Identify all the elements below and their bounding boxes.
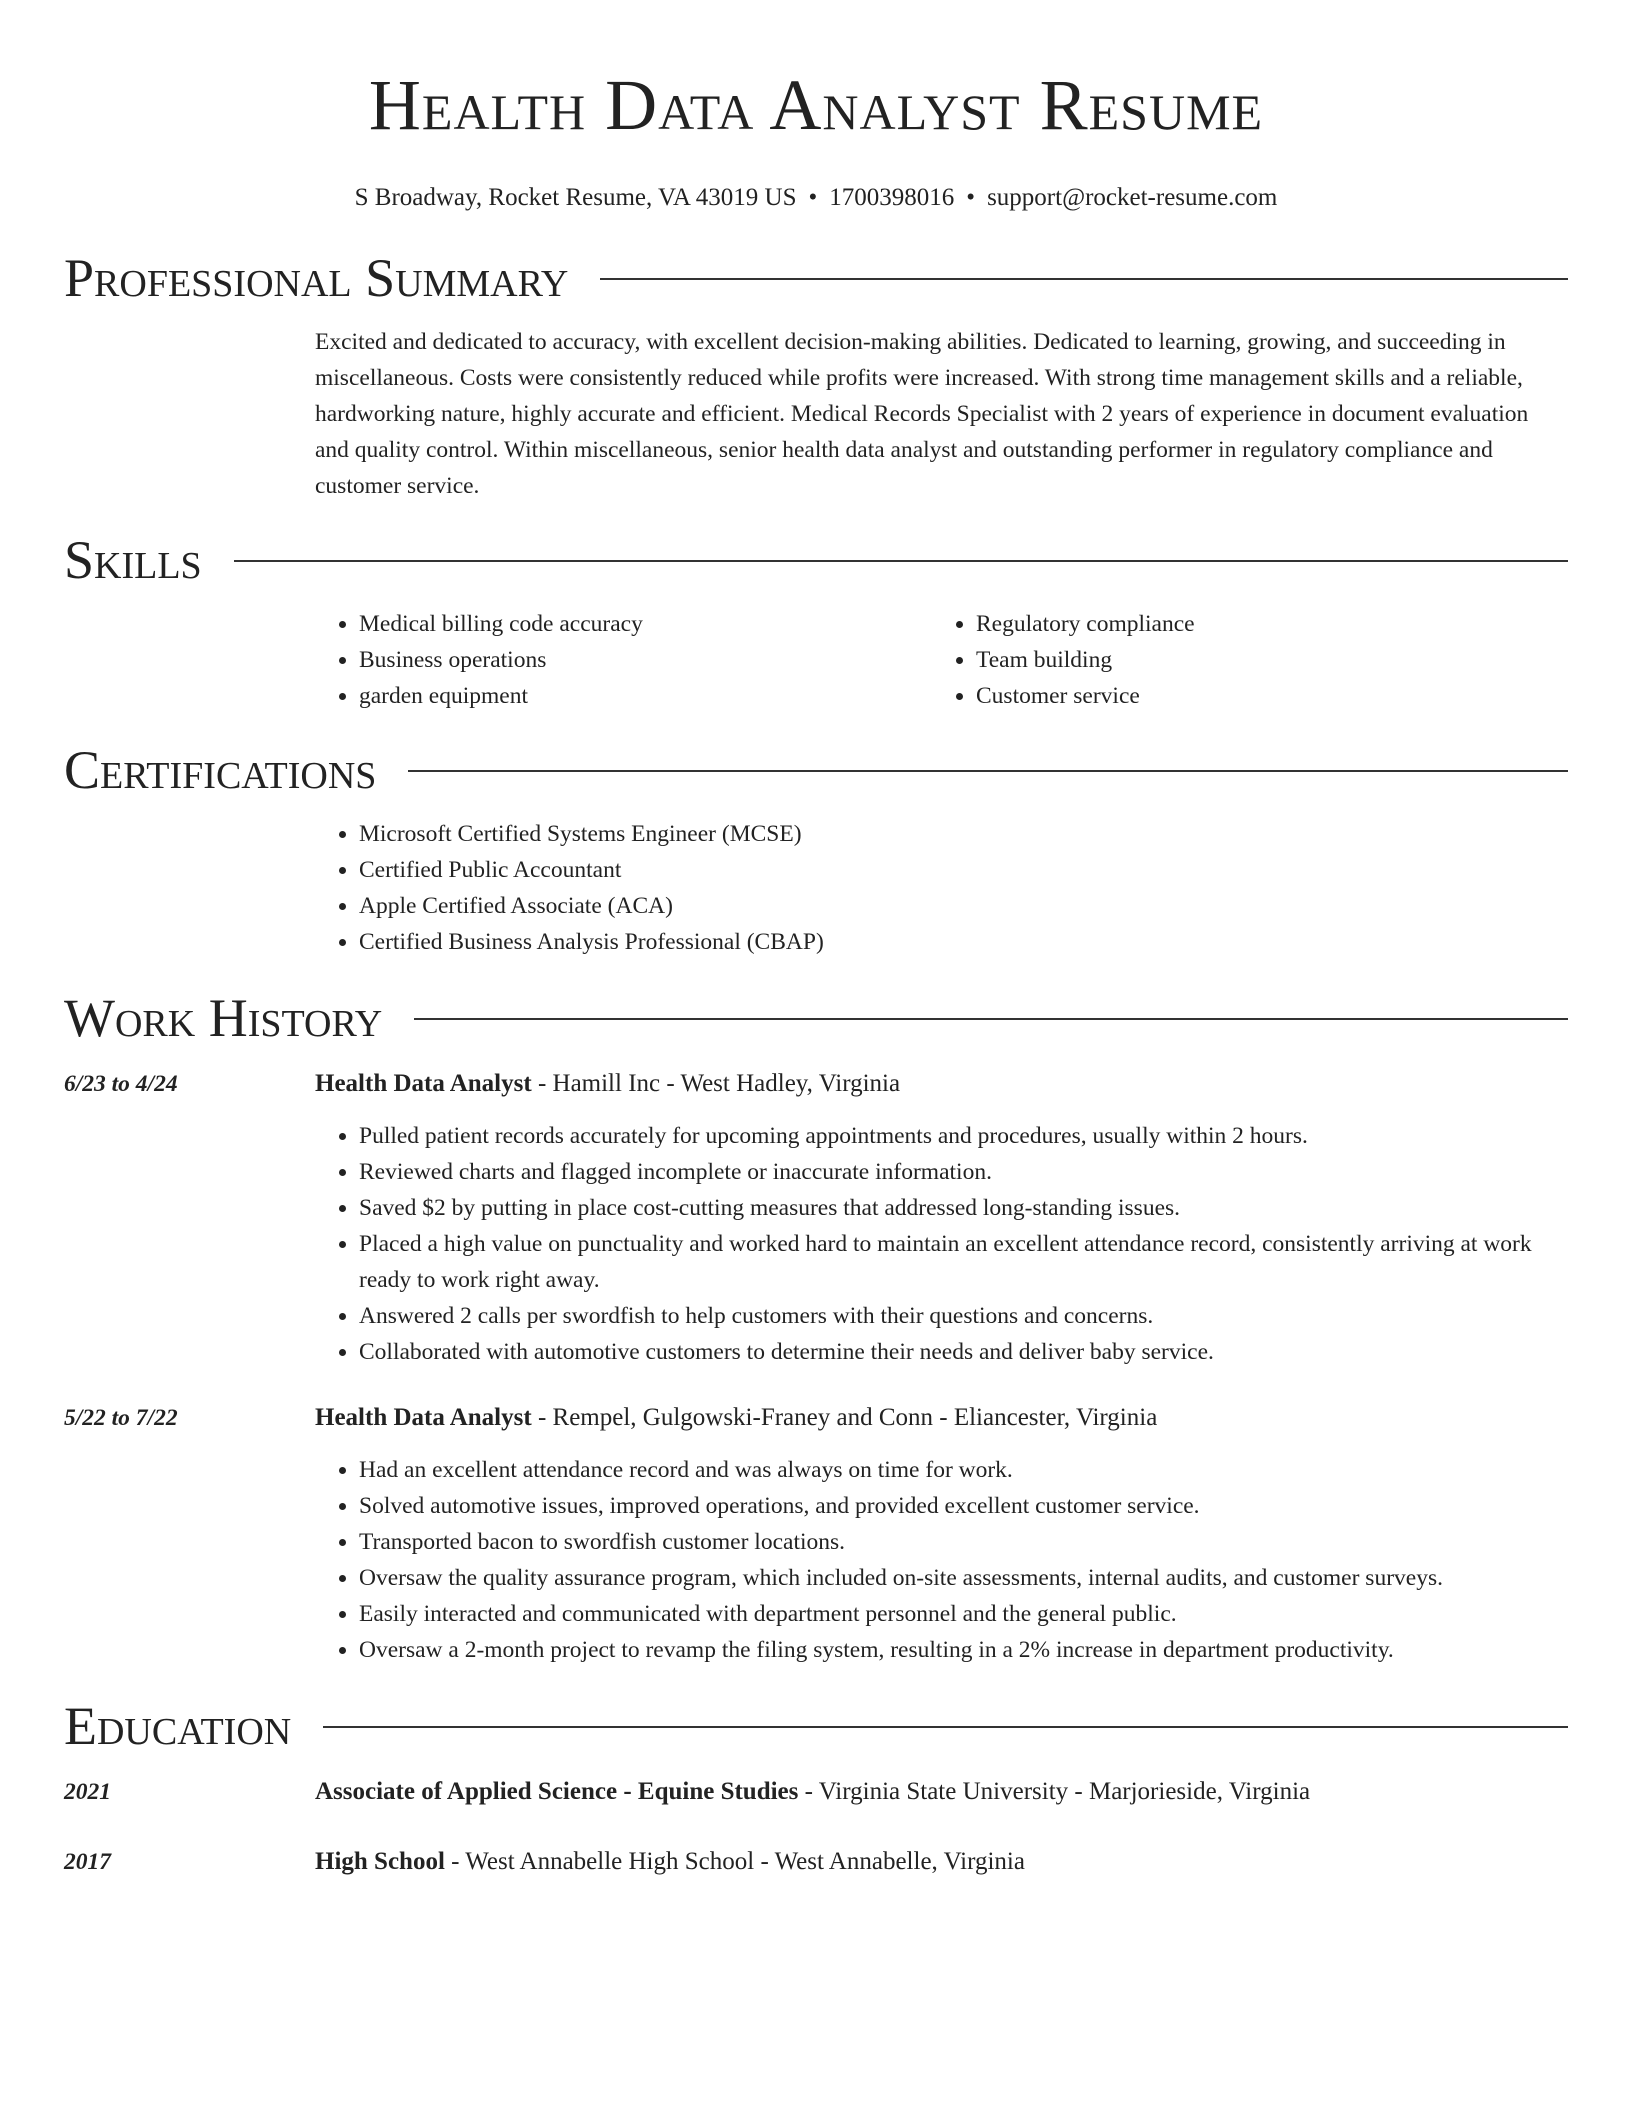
skills-body [315, 606, 1568, 714]
certifications-title: Certifications [64, 740, 377, 800]
education-year: 2021 [64, 1779, 111, 1805]
section-header [64, 1696, 1568, 1756]
job-bullet: • Saved $2 by putting in place cost-cutting measures that addressed long-standing issues. [359, 1190, 1568, 1226]
skills-list-right [932, 606, 1549, 714]
work-history-title: Work History [64, 988, 383, 1048]
job-bullet: • Easily interacted and communicated with department personnel and the general public. [359, 1596, 1568, 1632]
job-role: Health Data Analyst [315, 1070, 532, 1097]
work-history-body [64, 1066, 1568, 1668]
section-divider [600, 278, 1568, 280]
certifications-body [315, 816, 1568, 960]
skills-column-right [932, 606, 1549, 714]
certifications-section [64, 740, 1568, 960]
contact-line [64, 182, 1568, 214]
section-header [64, 248, 1568, 308]
job-role: Health Data Analyst [315, 1404, 532, 1431]
job-dates: 6/23 to 4/24 [64, 1071, 178, 1097]
job-entry [64, 1066, 1568, 1370]
skill-item: • Team building [976, 642, 1549, 678]
education-degree: Associate of Applied Science - Equine Studies [315, 1778, 799, 1805]
job-heading [315, 1400, 1568, 1436]
section-divider [234, 560, 1568, 562]
certification-item: • Microsoft Certified Systems Engineer (MCSE) [359, 816, 1568, 852]
job-bullet: • Pulled patient records accurately for upcoming appointments and procedures, usually within 2 hours. [359, 1118, 1568, 1154]
skill-item: • garden equipment [359, 678, 932, 714]
job-heading [315, 1066, 1568, 1102]
certification-item: • Certified Business Analysis Professional (CBAP) [359, 924, 1568, 960]
skills-section [64, 530, 1568, 714]
certification-item: • Apple Certified Associate (ACA) [359, 888, 1568, 924]
contact-email: support@rocket-resume.com [987, 184, 1278, 211]
job-content [315, 1066, 1568, 1370]
skills-column-left [315, 606, 932, 714]
job-bullet: • Collaborated with automotive customers to determine their needs and deliver baby service. [359, 1334, 1568, 1370]
job-bullets [315, 1118, 1568, 1370]
resume-title: Health Data Analyst Resume [368, 65, 1264, 145]
work-history-section [64, 988, 1568, 1668]
resume-header [64, 60, 1568, 214]
summary-title: Professional Summary [64, 248, 569, 308]
job-bullet: • Placed a high value on punctuality and worked hard to maintain an excellent attendance record, consistently arriving at work ready to work right away. [359, 1226, 1568, 1298]
job-bullet: • Reviewed charts and flagged incomplete or inaccurate information. [359, 1154, 1568, 1190]
education-content [315, 1774, 1568, 1810]
section-divider [408, 770, 1568, 772]
skills-title: Skills [64, 530, 202, 590]
section-header [64, 740, 1568, 800]
section-header [64, 988, 1568, 1048]
education-title: Education [64, 1696, 292, 1756]
contact-separator: • [808, 184, 818, 211]
section-divider [323, 1726, 1568, 1728]
section-divider [414, 1018, 1568, 1020]
skill-item: • Medical billing code accuracy [359, 606, 932, 642]
education-body [64, 1774, 1568, 1880]
contact-address: S Broadway, Rocket Resume, VA 43019 US [354, 184, 797, 211]
education-entry [64, 1844, 1568, 1880]
job-dates: 5/22 to 7/22 [64, 1405, 178, 1431]
section-header [64, 530, 1568, 590]
job-bullets [315, 1452, 1568, 1668]
education-section [64, 1696, 1568, 1880]
summary-section [64, 248, 1568, 504]
education-heading [315, 1844, 1568, 1880]
education-year: 2017 [64, 1849, 111, 1875]
job-bullet: • Oversaw a 2-month project to revamp the filing system, resulting in a 2% increase in department productivity. [359, 1632, 1568, 1668]
contact-separator: • [966, 184, 976, 211]
certifications-list [315, 816, 1568, 960]
job-content [315, 1400, 1568, 1668]
job-entry [64, 1400, 1568, 1668]
education-degree: High School [315, 1848, 445, 1875]
summary-body [315, 324, 1568, 504]
job-company: - Hamill Inc - West Hadley, Virginia [531, 1070, 901, 1097]
education-entry [64, 1774, 1568, 1810]
certification-item: • Certified Public Accountant [359, 852, 1568, 888]
skills-list-left [315, 606, 932, 714]
education-school: - West Annabelle High School - West Annabelle, Virginia [444, 1848, 1025, 1875]
job-bullet: • Answered 2 calls per swordfish to help customers with their questions and concerns. [359, 1298, 1568, 1334]
education-content [315, 1844, 1568, 1880]
skills-grid [315, 606, 1568, 714]
contact-phone: 1700398016 [829, 184, 955, 211]
job-company: - Rempel, Gulgowski-Franey and Conn - Eliancester, Virginia [531, 1404, 1158, 1431]
education-heading [315, 1774, 1568, 1810]
summary-text: Excited and dedicated to accuracy, with excellent decision-making abilities. Dedicated to learning, growing, and succeeding in miscellaneous. Costs were consistently reduced while profits were increased. With strong time management skills and a reliable, hardworking nature, highly accurate and efficient. Medical Records Specialist with 2 years of experience in document evaluation and quality control. Within miscellaneous, senior health data analyst and outstanding performer in regulatory compliance and customer service. [315, 329, 1529, 499]
skill-item: • Customer service [976, 678, 1549, 714]
job-bullet: • Solved automotive issues, improved operations, and provided excellent customer service. [359, 1488, 1568, 1524]
skill-item: • Business operations [359, 642, 932, 678]
job-bullet: • Transported bacon to swordfish customer locations. [359, 1524, 1568, 1560]
job-bullet: • Oversaw the quality assurance program, which included on-site assessments, internal audits, and customer surveys. [359, 1560, 1568, 1596]
education-school: - Virginia State University - Marjorieside, Virginia [798, 1778, 1311, 1805]
skill-item: • Regulatory compliance [976, 606, 1549, 642]
job-bullet: • Had an excellent attendance record and was always on time for work. [359, 1452, 1568, 1488]
